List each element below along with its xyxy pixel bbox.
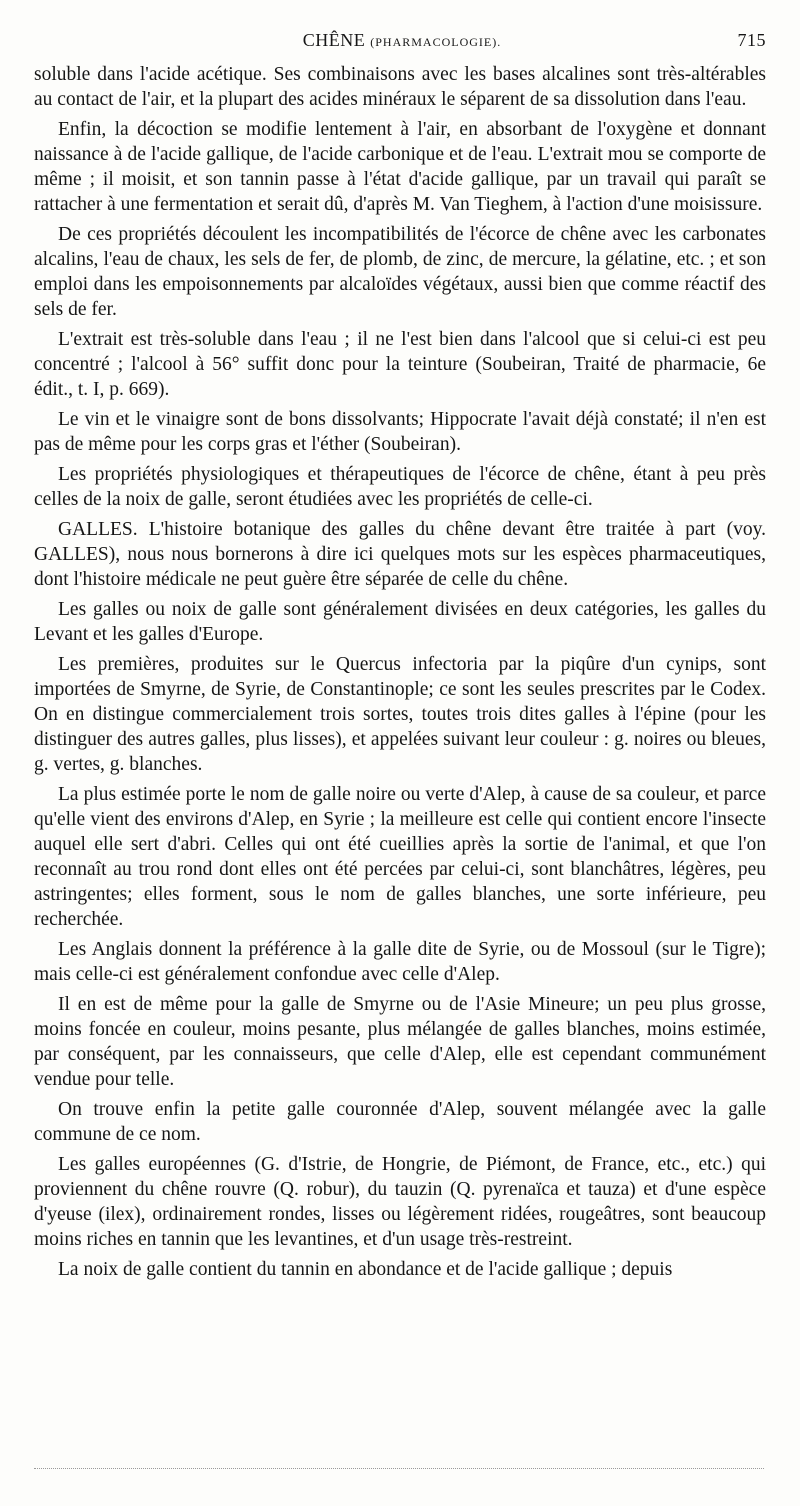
paragraph: Les premières, produites sur le Quercus infectoria par la piqûre d'un cynips, sont importées de Smyrne, de Syrie, de Constantinople; ce sont les seules prescrites par le Codex. On en distingue commercialement trois sortes, toutes trois dites galles à l'épine (pour les distinguer des autres galles, plus lisses), et appelées suivant leur couleur : g. noires ou bleues, g. vertes, g. blanches. bbox=[34, 654, 766, 775]
footer-divider bbox=[34, 1468, 764, 1469]
paragraph: soluble dans l'acide acétique. Ses combinaisons avec les bases alcalines sont très-altérables au contact de l'air, et la plupart des acides minéraux le séparent de sa dissolution dans l'eau. bbox=[34, 64, 766, 110]
paragraph: La noix de galle contient du tannin en abondance et de l'acide gallique ; depuis bbox=[58, 1259, 673, 1280]
paragraph: Le vin et le vinaigre sont de bons dissolvants; Hippocrate l'avait déjà constaté; il n'en est pas de même pour les corps gras et l'éther (Soubeiran). bbox=[34, 409, 766, 455]
paragraph: Les propriétés physiologiques et thérapeutiques de l'écorce de chêne, étant à peu près celles de la noix de galle, seront étudiées avec les propriétés de celle-ci. bbox=[34, 464, 766, 510]
paragraph: GALLES. L'histoire botanique des galles du chêne devant être traitée à part (voy. GALLES), nous nous bornerons à dire ici quelques mots sur les espèces pharmaceutiques, dont l'histoire médicale ne peut guère être séparée de celle du chêne. bbox=[34, 519, 766, 590]
paragraph: La plus estimée porte le nom de galle noire ou verte d'Alep, à cause de sa couleur, et parce qu'elle vient des environs d'Alep, en Syrie ; la meilleure est celle qui contient encore l'insecte auquel elle sert d'abri. Celles qui ont été cueillies après la sortie de l'animal, et que l'on reconnaît au trou rond dont elles ont été percées par celui-ci, sont blanchâtres, légères, peu astringentes; elles forment, sous le nom de galles blanches, une sorte inférieure, peu recherchée. bbox=[34, 784, 766, 930]
running-title bbox=[34, 30, 770, 51]
running-header bbox=[34, 30, 770, 58]
page-number: 715 bbox=[737, 30, 766, 50]
body-text bbox=[34, 62, 766, 1282]
paragraph: On trouve enfin la petite galle couronnée d'Alep, souvent mélangée avec la galle commune de ce nom. bbox=[34, 1099, 766, 1145]
paragraph: Les Anglais donnent la préférence à la galle dite de Syrie, ou de Mossoul (sur le Tigre); mais celle-ci est généralement confondue avec celle d'Alep. bbox=[34, 939, 766, 985]
running-title-main: CHÊNE bbox=[302, 30, 366, 50]
paragraph: L'extrait est très-soluble dans l'eau ; il ne l'est bien dans l'alcool que si celui-ci est peu concentré ; l'alcool à 56° suffit donc pour la teinture (Soubeiran, Traité de pharmacie, 6e édit., t. I, p. 669). bbox=[34, 329, 766, 400]
paragraph: De ces propriétés découlent les incompatibilités de l'écorce de chêne avec les carbonates alcalins, l'eau de chaux, les sels de fer, de plomb, de zinc, de mercure, la gélatine, etc. ; et son emploi dans les empoisonnements par alcaloïdes végétaux, aussi bien que comme réactif des sels de fer. bbox=[34, 224, 766, 320]
paragraph: Il en est de même pour la galle de Smyrne ou de l'Asie Mineure; un peu plus grosse, moins foncée en couleur, moins pesante, plus mélangée de galles blanches, moins estimée, par conséquent, par les connaisseurs, que celle d'Alep, elle est cependant communément vendue pour telle. bbox=[34, 994, 766, 1090]
running-title-sub: (PHARMACOLOGIE). bbox=[370, 35, 502, 49]
paragraph: Les galles ou noix de galle sont généralement divisées en deux catégories, les galles du Levant et les galles d'Europe. bbox=[34, 599, 766, 645]
paragraph: Enfin, la décoction se modifie lentement à l'air, en absorbant de l'oxygène et donnant naissance à de l'acide gallique, de l'acide carbonique et de l'eau. L'extrait mou se comporte de même ; il moisit, et son tannin passe à l'état d'acide gallique, par un travail qui paraît se rattacher à une fermentation et serait dû, d'après M. Van Tieghem, à l'action d'une moisissure. bbox=[34, 119, 766, 215]
paragraph: Les galles européennes (G. d'Istrie, de Hongrie, de Piémont, de France, etc., etc.) qui proviennent du chêne rouvre (Q. robur), du tauzin (Q. pyrenaïca et tauza) et d'une espèce d'yeuse (ilex), ordinairement rondes, lisses ou légèrement ridées, rougeâtres, sont beaucoup moins riches en tannin que les levantines, et d'un usage très-restreint. bbox=[34, 1154, 766, 1250]
